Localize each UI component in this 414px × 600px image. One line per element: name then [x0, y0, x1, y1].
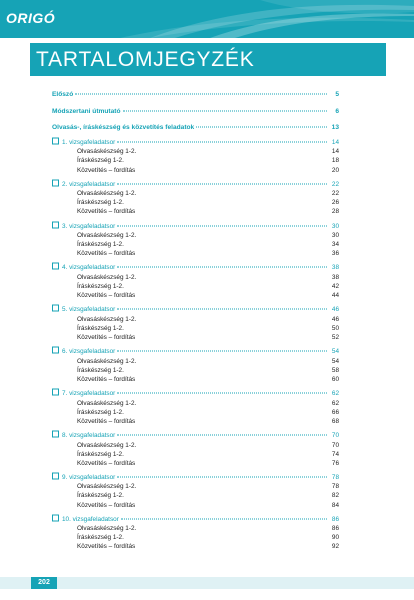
- toc-set-entry[interactable]: [52, 388, 339, 399]
- toc-main-entry[interactable]: [52, 123, 339, 133]
- toc-set-entry[interactable]: [52, 304, 339, 315]
- toc-entry-label: Íráskészség 1-2.: [77, 241, 124, 249]
- toc-entry-page: 6: [335, 107, 339, 115]
- toc-sub-entry[interactable]: [52, 533, 339, 542]
- toc-entry-label: Előszó: [52, 91, 74, 98]
- toc-entry-label: Olvasás-, íráskészség és közvetítés feladatok: [52, 124, 195, 132]
- dot-leader: [117, 141, 327, 142]
- table-of-contents: [52, 90, 339, 552]
- dot-leader: [117, 225, 327, 226]
- toc-entry-page: 5: [335, 91, 339, 98]
- toc-entry-page: 36: [331, 250, 339, 258]
- toc-sub-entry[interactable]: [52, 459, 339, 468]
- checkbox-square-icon: [52, 472, 59, 479]
- toc-entry-page: 68: [331, 417, 339, 425]
- checkbox-square-icon: [52, 179, 59, 186]
- dot-leader: [117, 393, 327, 394]
- toc-entry-page: 44: [331, 292, 339, 300]
- toc-entry-page: 30: [331, 222, 339, 230]
- checkbox-square-icon: [52, 221, 59, 228]
- toc-sub-entry[interactable]: [52, 249, 339, 258]
- toc-entry-label: Íráskészség 1-2.: [77, 157, 124, 165]
- page-number: 202: [31, 577, 57, 589]
- toc-entry-page: 60: [331, 375, 339, 383]
- toc-sub-entry[interactable]: [52, 408, 339, 417]
- toc-entry-page: 70: [331, 431, 339, 439]
- header-decoration: [0, 0, 414, 38]
- toc-entry-page: 28: [331, 208, 339, 216]
- toc-set-entry[interactable]: [52, 179, 339, 190]
- dot-leader: [117, 476, 327, 477]
- toc-entry-label: Olvasáskészség 1-2.: [77, 357, 137, 365]
- toc-sub-entry[interactable]: [52, 291, 339, 300]
- title-bar: [30, 43, 386, 76]
- toc-entry-label: Közvetítés – fordítás: [77, 208, 136, 216]
- toc-set-entry[interactable]: [52, 430, 339, 441]
- toc-entry-page: 90: [331, 534, 339, 542]
- toc-entry-label: 10. vizsgafeladatsor: [62, 515, 119, 523]
- toc-entry-page: 62: [331, 390, 339, 398]
- toc-sub-entry[interactable]: [52, 240, 339, 249]
- toc-entry-label: Íráskészség 1-2.: [77, 450, 124, 458]
- checkbox-square-icon: [52, 347, 59, 354]
- toc-entry-page: 22: [331, 190, 339, 198]
- page-title: TARTALOMJEGYZÉK: [36, 48, 255, 71]
- brand-logo: ORIGÓ: [6, 10, 56, 26]
- dot-leader: [121, 518, 327, 519]
- toc-entry-label: Közvetítés – fordítás: [77, 166, 136, 174]
- toc-entry-page: 34: [331, 241, 339, 249]
- toc-entry-page: 46: [331, 306, 339, 314]
- toc-entry-page: 50: [331, 324, 339, 332]
- toc-entry-label: Módszertani útmutató: [52, 107, 121, 115]
- dot-leader: [75, 94, 327, 95]
- toc-entry-label: Közvetítés – fordítás: [77, 501, 136, 509]
- toc-entry-page: 74: [331, 450, 339, 458]
- toc-sub-entry[interactable]: [52, 441, 339, 450]
- dot-leader: [117, 267, 327, 268]
- toc-sub-entry[interactable]: [52, 231, 339, 240]
- toc-entry-page: 14: [331, 148, 339, 156]
- toc-sub-entry[interactable]: [52, 198, 339, 207]
- toc-entry-page: 86: [331, 515, 339, 523]
- toc-sub-entry[interactable]: [52, 156, 339, 165]
- toc-entry-label: Közvetítés – fordítás: [77, 334, 136, 342]
- toc-entry-label: Olvasáskészség 1-2.: [77, 190, 137, 198]
- toc-sub-entry[interactable]: [52, 273, 339, 282]
- toc-entry-label: 8. vizsgafeladatsor: [62, 431, 116, 439]
- toc-entry-label: Olvasáskészség 1-2.: [77, 399, 137, 407]
- toc-entry-page: 20: [331, 166, 339, 174]
- toc-entry-page: 78: [331, 473, 339, 481]
- toc-set-entry[interactable]: [52, 262, 339, 273]
- toc-sub-entry[interactable]: [52, 450, 339, 459]
- toc-entry-page: 76: [331, 459, 339, 467]
- toc-entry-label: Olvasáskészség 1-2.: [77, 483, 137, 491]
- checkbox-square-icon: [52, 514, 59, 521]
- toc-entry-label: Íráskészség 1-2.: [77, 366, 124, 374]
- toc-entry-page: 52: [331, 334, 339, 342]
- toc-sub-entry[interactable]: [52, 147, 339, 156]
- toc-entry-page: 70: [331, 441, 339, 449]
- toc-entry-page: 62: [331, 399, 339, 407]
- toc-entry-label: Íráskészség 1-2.: [77, 199, 124, 207]
- toc-sub-entry[interactable]: [52, 491, 339, 500]
- toc-entry-label: Közvetítés – fordítás: [77, 250, 136, 258]
- toc-sub-entry[interactable]: [52, 375, 339, 384]
- toc-sub-entry[interactable]: [52, 482, 339, 491]
- toc-entry-label: Közvetítés – fordítás: [77, 543, 136, 551]
- dot-leader: [196, 127, 327, 128]
- toc-sub-entry[interactable]: [52, 189, 339, 198]
- toc-entry-label: Közvetítés – fordítás: [77, 459, 136, 467]
- toc-entry-label: 9. vizsgafeladatsor: [62, 473, 116, 481]
- toc-entry-page: 38: [331, 264, 339, 272]
- toc-entry-page: 86: [331, 525, 339, 533]
- footer-band: [0, 577, 414, 589]
- toc-entry-label: 3. vizsgafeladatsor: [62, 222, 116, 230]
- toc-entry-label: 7. vizsgafeladatsor: [62, 390, 116, 398]
- checkbox-square-icon: [52, 137, 59, 144]
- toc-entry-label: Közvetítés – fordítás: [77, 417, 136, 425]
- dot-leader: [117, 434, 327, 435]
- toc-entry-page: 84: [331, 501, 339, 509]
- toc-entry-page: 14: [331, 138, 339, 146]
- checkbox-square-icon: [52, 430, 59, 437]
- toc-entry-label: 4. vizsgafeladatsor: [62, 264, 116, 272]
- toc-entry-page: 54: [331, 357, 339, 365]
- toc-entry-page: 78: [331, 483, 339, 491]
- toc-entry-page: 30: [331, 232, 339, 240]
- toc-set-entry[interactable]: [52, 221, 339, 232]
- toc-entry-page: 13: [331, 124, 339, 132]
- toc-entry-label: Olvasáskészség 1-2.: [77, 525, 137, 533]
- toc-entry-page: 54: [331, 348, 339, 356]
- toc-sub-entry[interactable]: [52, 501, 339, 510]
- toc-sub-entry[interactable]: [52, 524, 339, 533]
- toc-entry-label: 2. vizsgafeladatsor: [62, 180, 116, 188]
- toc-sub-entry[interactable]: [52, 282, 339, 291]
- toc-set-entry[interactable]: [52, 514, 339, 525]
- header-band: [0, 0, 414, 38]
- toc-entry-label: Íráskészség 1-2.: [77, 534, 124, 542]
- toc-sub-entry[interactable]: [52, 315, 339, 324]
- toc-entry-page: 22: [331, 180, 339, 188]
- checkbox-square-icon: [52, 389, 59, 396]
- toc-entry-label: Íráskészség 1-2.: [77, 408, 124, 416]
- dot-leader: [117, 309, 327, 310]
- toc-entry-label: Közvetítés – fordítás: [77, 292, 136, 300]
- toc-entry-page: 58: [331, 366, 339, 374]
- toc-entry-page: 66: [331, 408, 339, 416]
- toc-entry-page: 42: [331, 283, 339, 291]
- toc-entry-label: Olvasáskészség 1-2.: [77, 315, 137, 323]
- toc-sub-entry[interactable]: [52, 417, 339, 426]
- toc-main-entry[interactable]: [52, 107, 339, 117]
- toc-entry-label: Íráskészség 1-2.: [77, 492, 124, 500]
- toc-entry-label: 1. vizsgafeladatsor: [62, 138, 116, 146]
- toc-entry-page: 46: [331, 315, 339, 323]
- toc-set-entry[interactable]: [52, 346, 339, 357]
- toc-main-entry[interactable]: [52, 90, 339, 100]
- toc-entry-label: Olvasáskészség 1-2.: [77, 232, 137, 240]
- toc-sub-entry[interactable]: [52, 207, 339, 216]
- toc-sub-entry[interactable]: [52, 333, 339, 342]
- toc-entry-label: Íráskészség 1-2.: [77, 324, 124, 332]
- toc-entry-page: 38: [331, 274, 339, 281]
- toc-sub-entry[interactable]: [52, 357, 339, 366]
- checkbox-square-icon: [52, 263, 59, 270]
- toc-entry-page: 82: [331, 492, 339, 500]
- toc-sub-entry[interactable]: [52, 366, 339, 375]
- toc-entry-label: Olvasáskészség 1-2.: [77, 441, 137, 449]
- checkbox-square-icon: [52, 305, 59, 312]
- toc-entry-label: Olvasáskészség 1-2.: [77, 274, 137, 281]
- toc-entry-page: 26: [331, 199, 339, 207]
- toc-entry-label: Íráskészség 1-2.: [77, 283, 124, 291]
- dot-leader: [117, 351, 327, 352]
- dot-leader: [117, 183, 327, 184]
- toc-entry-page: 92: [331, 543, 339, 551]
- toc-sub-entry[interactable]: [52, 166, 339, 175]
- toc-entry-label: Közvetítés – fordítás: [77, 375, 136, 383]
- toc-entry-label: Olvasáskészség 1-2.: [77, 148, 137, 156]
- toc-sub-entry[interactable]: [52, 542, 339, 551]
- toc-entry-label: 5. vizsgafeladatsor: [62, 306, 116, 314]
- toc-sub-entry[interactable]: [52, 399, 339, 408]
- toc-sub-entry[interactable]: [52, 324, 339, 333]
- toc-entry-label: 6. vizsgafeladatsor: [62, 348, 116, 356]
- toc-set-entry[interactable]: [52, 472, 339, 483]
- dot-leader: [123, 110, 327, 111]
- toc-entry-page: 18: [331, 157, 339, 165]
- toc-set-entry[interactable]: [52, 137, 339, 148]
